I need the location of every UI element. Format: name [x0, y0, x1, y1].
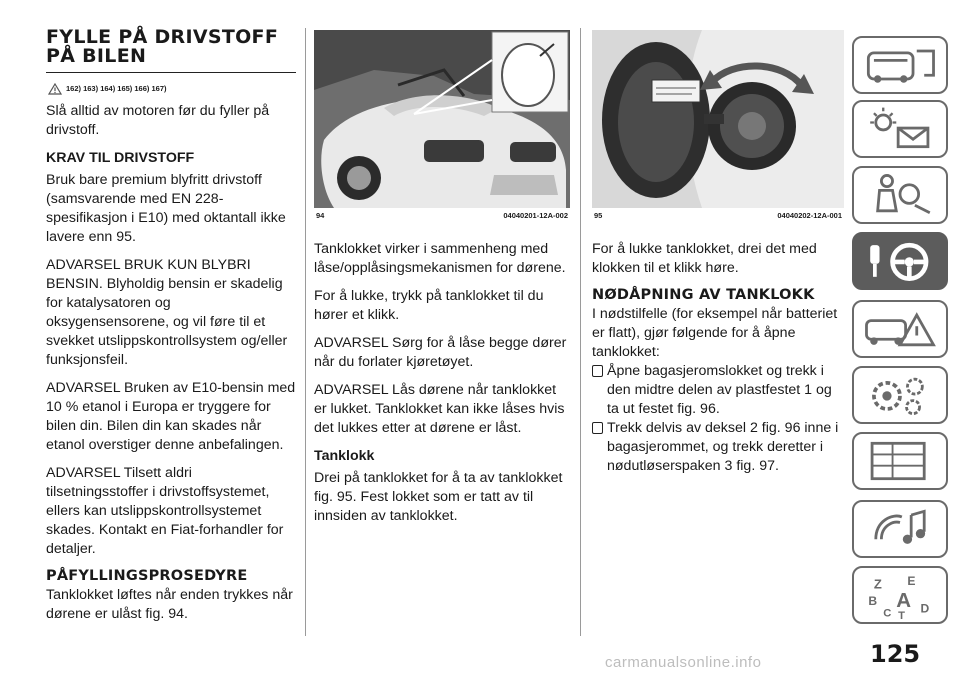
warning-lights-icon [854, 102, 946, 156]
steering-wheel-key-icon [854, 234, 946, 288]
column-divider [580, 28, 581, 636]
paragraph: Slå alltid av motoren før du fyller på drivstoff. [46, 103, 270, 138]
paragraph: Bruk bare premium blyfritt drivstoff (samsvarende med EN 228-spesifikasjon i E10) med oktantall ikke lavere enn 95. [46, 172, 286, 245]
figure-94-caption [316, 211, 568, 220]
figure-number: 94 [316, 211, 325, 220]
refuelling-procedure-heading: PÅFYLLINGSPROSEDYRE [46, 568, 248, 584]
list-item-text: Åpne bagasjeromslokket og trekk i den midtre delen av plastfestet 1 og ta ut festet fig. 96. [607, 363, 832, 417]
column-2 [314, 240, 570, 535]
svg-text:T: T [898, 610, 905, 622]
svg-text:B: B [868, 594, 878, 609]
multimedia-music-icon [854, 502, 946, 556]
emergency-opening-heading: NØDÅPNING AV TANKLOKK [592, 287, 815, 303]
svg-text:A: A [896, 589, 912, 613]
checkbox-bullet-icon [592, 365, 603, 377]
list-item [592, 362, 844, 419]
svg-text:E: E [907, 573, 916, 588]
figure-95-caption [594, 211, 842, 220]
chapter-tab-starting-driving[interactable] [852, 232, 948, 290]
paragraph: I nødstilfelle (for eksempel når batteriet er flatt), gjør følgende for å åpne tanklokket: [592, 306, 838, 360]
chapter-tab-dashboard[interactable] [852, 36, 948, 94]
figure-code: 04040201-12A-002 [503, 211, 568, 220]
paragraph: For å lukke, trykk på tanklokket til du hører et klikk. [314, 288, 544, 323]
paragraph: ADVARSEL Lås dørene når tanklokket er lukket. Tanklokket kan ikke låses hvis det lukkes etter at dørene er låst. [314, 382, 565, 436]
paragraph: Drei på tanklokket for å ta av tanklokket fig. 95. Fest lokket som er tatt av til innsiden av tanklokket. [314, 470, 563, 524]
paragraph: Tanklokket virker i sammenheng med låse/opplåsingsmekanismen for dørene. [314, 241, 566, 276]
chapter-tab-safety[interactable] [852, 166, 948, 224]
chapter-tab-index[interactable] [852, 566, 948, 624]
page-number: 125 [870, 640, 921, 668]
svg-text:D: D [920, 601, 930, 616]
paragraph: ADVARSEL Tilsett aldri tilsetningsstoffer i drivstoffsystemet, ellers kan utslippskontrollsystemet skades. Kontakt en Fiat-forhandler for detaljer. [46, 465, 284, 557]
column-3 [592, 240, 844, 476]
chapter-tab-lights-messages[interactable] [852, 100, 948, 158]
chapter-tab-multimedia[interactable] [852, 500, 948, 558]
list-item-text: Trekk delvis av deksel 2 fig. 96 inne i bagasjerommet, og trekk deretter i nødutløserspaken 3 fig. 97. [607, 420, 839, 474]
car-dashboard-icon [854, 38, 946, 92]
chapter-tab-technical-data[interactable] [852, 432, 948, 490]
warning-refs-text: 162) 163) 164) 165) 166) 167) [66, 84, 167, 93]
chapter-tab-emergency[interactable] [852, 300, 948, 358]
figure-95-fuel-cap [592, 30, 844, 208]
fuel-requirements-heading: KRAV TIL DRIVSTOFF [46, 150, 195, 166]
paragraph: ADVARSEL BRUK KUN BLYBRI BENSIN. Blyholdig bensin er skadelig for katalysatoren og oksygensensorene, og vil føre til et svekket utslippskontrollsystem og/eller funksjonsfeil. [46, 257, 288, 368]
figure-number: 95 [594, 211, 603, 220]
alphabetical-index-icon [854, 568, 946, 622]
checkbox-bullet-icon [592, 422, 603, 434]
figure-94-car-fuel-door [314, 30, 570, 208]
paragraph: For å lukke tanklokket, drei det med klokken til et klikk høre. [592, 241, 817, 276]
breakdown-warning-icon [854, 302, 946, 356]
warning-triangle-icon [48, 83, 62, 95]
list-item [592, 419, 844, 476]
paragraph: ADVARSEL Bruken av E10-bensin med 10 % etanol i Europa er tryggere for bilen din. Bilen din kan skades når etanol overstiger denne anbefalingen. [46, 380, 296, 453]
section-title: FYLLE PÅ DRIVSTOFF PÅ BILEN [46, 28, 296, 73]
paragraph: ADVARSEL Sørg for å låse begge dører når du forlater kjøretøyet. [314, 335, 567, 370]
watermark: carmanualsonline.info [605, 654, 762, 671]
safety-airbag-icon [854, 168, 946, 222]
paragraph: Tanklokket løftes når enden trykkes når dørene er ulåst fig. 94. [46, 587, 293, 622]
column-1 [46, 28, 296, 633]
figure-code: 04040202-12A-001 [777, 211, 842, 220]
fuel-cap-heading: Tanklokk [314, 448, 375, 464]
warning-references [48, 79, 296, 98]
chapter-tab-maintenance[interactable] [852, 366, 948, 424]
svg-text:C: C [883, 607, 892, 620]
maintenance-gears-icon [854, 368, 946, 422]
svg-text:Z: Z [873, 576, 882, 592]
column-divider [305, 28, 306, 636]
technical-data-icon [854, 434, 946, 488]
